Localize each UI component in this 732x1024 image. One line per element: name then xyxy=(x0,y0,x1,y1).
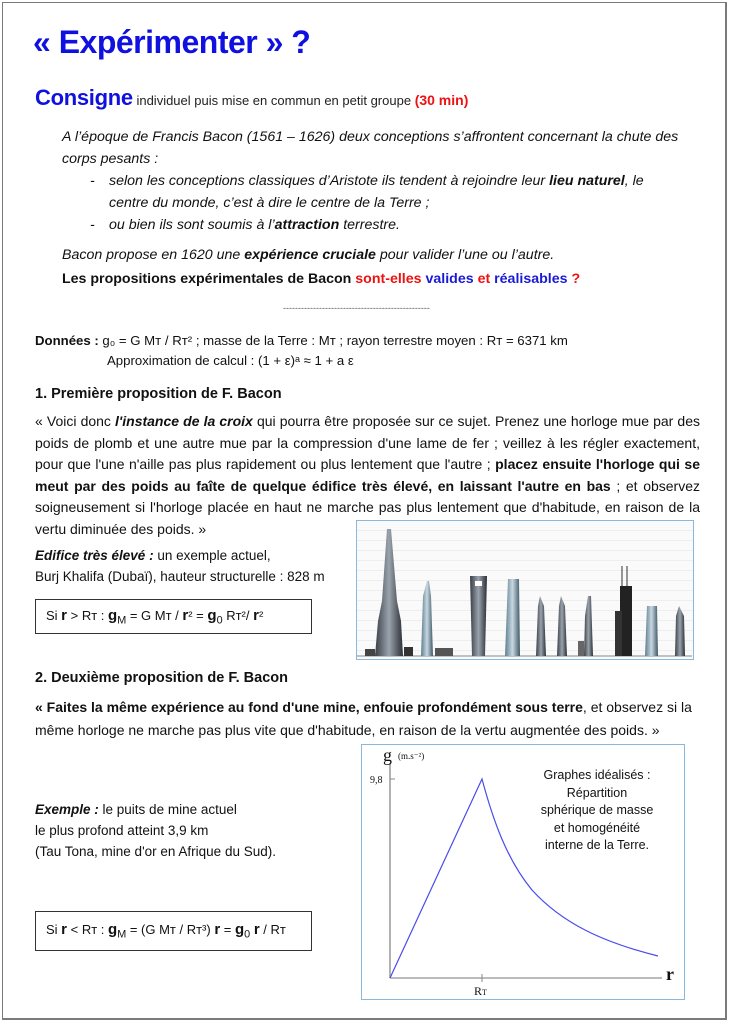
formula-box-inside: Si r < Rᴛ : $g_M = (G$ Mᴛ / Rᴛ³) $r = g_0$ r / Rᴛ xyxy=(35,911,312,951)
formula-box-outside: Si r > Rᴛ : $g_M = G$ Mᴛ / $r^2 = g_0$ Rᴛ²/ r² xyxy=(35,599,312,634)
y-axis-unit: (m.s⁻²) xyxy=(398,751,425,761)
consigne-line xyxy=(35,85,468,111)
intro-block xyxy=(62,126,682,266)
intro-paragraph-2: Bacon propose en 1620 une expérience cruciale pour valider l’une ou l’autre. xyxy=(62,247,555,263)
skyscrapers-image xyxy=(356,520,694,660)
graph-note: Graphes idéalisés : Répartition sphérique de masse et homogénéité interne de la Terre. xyxy=(540,768,654,852)
consigne-label: Consigne xyxy=(35,85,133,110)
section-2-heading: 2. Deuxième proposition de F. Bacon xyxy=(35,670,288,686)
edifice-note: Edifice très élevé : un exemple actuel, Burj Khalifa (Dubaï), hauteur structurelle : 828 m xyxy=(35,548,325,584)
consigne-text: individuel puis mise en commun en petit groupe xyxy=(136,93,412,108)
separator: ------------------------------------------------- xyxy=(283,303,430,313)
page-title: « Expérimenter » ? xyxy=(33,24,311,60)
y-axis-label: g xyxy=(383,745,392,765)
section-1-heading: 1. Première proposition de F. Bacon xyxy=(35,386,282,402)
donnees-block: Données : g₀ = G Mᴛ / Rᴛ² ; masse de la Terre : Mᴛ ; rayon terrestre moyen : Rᴛ = 6371 km Approximation de calcul : (1 + ε)ᵃ ≈ 1 + a ε xyxy=(35,333,568,368)
intro-list xyxy=(62,170,682,236)
donnees-label: Données : xyxy=(35,333,99,348)
gravity-graph xyxy=(361,744,685,1000)
section-2-quote: « Faites la même expérience au fond d'une mine, enfouie profondément sous terre, et observez si la même horloge ne marche pas plus vite que d'habitude, en raison de la vertu augmentée des poids. » xyxy=(35,699,692,738)
main-question: Les propositions expérimentales de Bacon sont-elles valides et réalisables ? xyxy=(62,271,581,287)
exemple-note: Exemple : le puits de mine actuel le plus profond atteint 3,9 km (Tau Tona, mine d'or en Afrique du Sud). xyxy=(35,802,276,859)
x-axis-label: r xyxy=(666,964,674,984)
y-tick-label: 9,8 xyxy=(370,775,383,786)
x-tick-label: RT xyxy=(474,984,487,998)
intro-paragraph: A l’époque de Francis Bacon (1561 – 1626) deux conceptions s’affrontent concernant la chute des corps pesants : xyxy=(62,129,679,167)
list-item: - selon les conceptions classiques d’Aristote ils tendent à rejoindre leur lieu naturel, le centre du monde, c’est à dire le centre de la Terre ; xyxy=(90,173,644,211)
consigne-time: (30 min) xyxy=(414,92,469,108)
list-item: - ou bien ils sont soumis à l’attraction terrestre. xyxy=(90,217,400,233)
section-1-quote: « Voici donc l'instance de la croix qui pourra être proposée sur ce sujet. Prenez une horloge mue par des poids de plomb et une autre mue par la compression d'une lame de fer ; veillez à les régler exactement, pour que l'une n'aille pas plus rapidement ou plus lentement que l'autre ; placez ensuite l'horloge qui se meut par des poids au faîte de quelque édifice très élevé, en laissant l'autre en bas ; et observez soigneusement si l'horloge placée en haut ne marche pas plus lentement que d'habitude, en raison de la vertu diminuée des poids. » xyxy=(35,413,700,537)
skyline-illustration xyxy=(357,521,692,658)
